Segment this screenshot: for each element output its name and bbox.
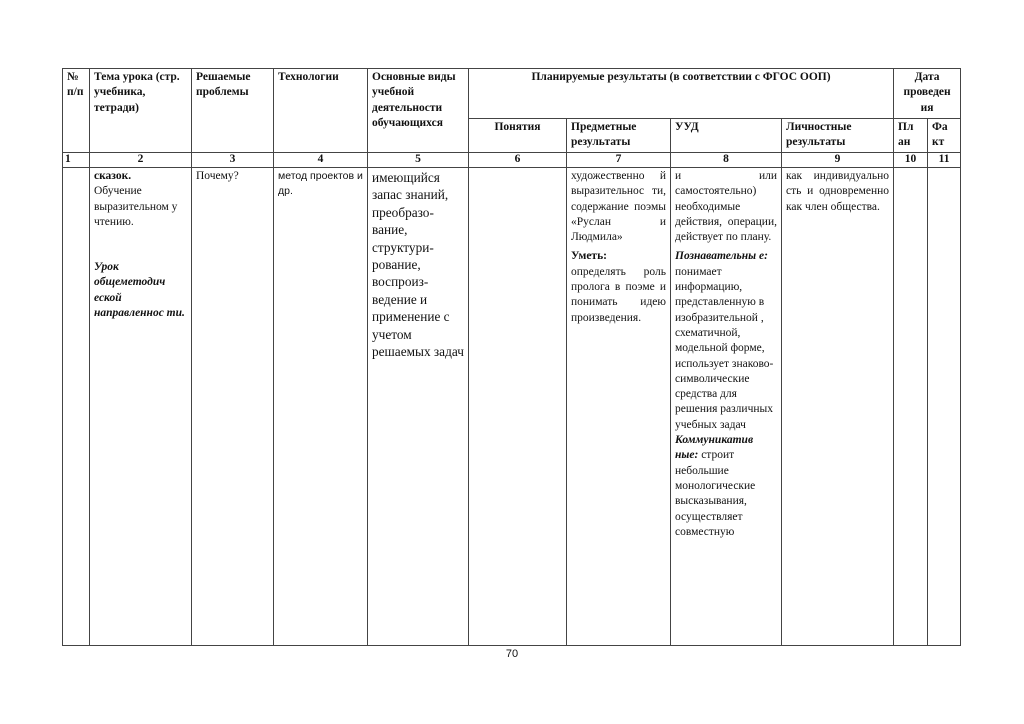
column-numbers-row <box>63 153 961 168</box>
topic-text: Обучение выразительном у чтению. <box>94 185 178 228</box>
column-number: 7 <box>567 153 671 168</box>
table-row <box>63 168 961 646</box>
cell-subject-results <box>567 168 671 646</box>
cell-personal-results: как индивидуально сть и одновременно как член общества. <box>782 168 894 646</box>
subject-skill: определять роль пролога в поэме и понимать идею произведения. <box>571 265 666 324</box>
subject-text: художественно й выразительнос ти, содержание поэмы «Руслан и Людмила» <box>571 170 666 244</box>
header-fact: Фа кт <box>928 119 961 153</box>
header-plan: Пл ан <box>894 119 928 153</box>
uud-communicative-label: Коммуникатив ные: <box>675 434 754 462</box>
header-subject-results: Предметные результаты <box>567 119 671 153</box>
subject-skill-label: Уметь: <box>571 250 607 263</box>
column-number: 1 <box>63 153 90 168</box>
lesson-plan-table <box>62 68 961 646</box>
header-number: № п/п <box>63 69 90 153</box>
header-row <box>63 69 961 119</box>
column-number: 3 <box>192 153 274 168</box>
column-number: 4 <box>274 153 368 168</box>
header-date: Дата проведен ия <box>894 69 961 119</box>
cell-number <box>63 168 90 646</box>
column-number: 10 <box>894 153 928 168</box>
cell-topic <box>90 168 192 646</box>
topic-title: сказок. <box>94 170 132 182</box>
cell-problems: Почему? <box>192 168 274 646</box>
header-technologies: Технологии <box>274 69 368 153</box>
cell-uud <box>671 168 782 646</box>
page-number: 70 <box>505 648 519 660</box>
header-planned-results: Планируемые результаты (в соответствии с ФГОС ООП) <box>469 69 894 119</box>
header-topic: Тема урока (стр. учебника, тетради) <box>90 69 192 153</box>
column-number: 5 <box>368 153 469 168</box>
cell-activities: имеющийся запас знаний, преобразо-вание, структури-рование, воспроиз-ведение и применение с учетом решаемых задач <box>368 168 469 646</box>
header-personal-results: Личностные результаты <box>782 119 894 153</box>
column-number: 8 <box>671 153 782 168</box>
header-problems: Решаемые проблемы <box>192 69 274 153</box>
cell-concepts <box>469 168 567 646</box>
uud-text: и или самостоятельно) необходимые действия, операции, действует по плану. <box>675 170 777 244</box>
uud-communicative: строит небольшие монологические высказывания, осуществляет совместную <box>675 449 756 538</box>
uud-cognitive: понимает информацию, представленную в изобразительной , схематичной, модельной форме, использует знаково-символические средства для решения различных учебных задач <box>675 265 774 431</box>
cell-technologies: метод проектов и др. <box>274 168 368 646</box>
cell-plan <box>894 168 928 646</box>
column-number: 11 <box>928 153 961 168</box>
column-number: 9 <box>782 153 894 168</box>
header-uud: УУД <box>671 119 782 153</box>
uud-cognitive-label: Познавательны е: <box>675 250 768 263</box>
cell-fact <box>928 168 961 646</box>
lesson-type: Урок общеметодич еской направленнос ти. <box>94 261 185 320</box>
header-concepts: Понятия <box>469 119 567 153</box>
column-number: 6 <box>469 153 567 168</box>
header-activities: Основные виды учебной деятельности обучающихся <box>368 69 469 153</box>
column-number: 2 <box>90 153 192 168</box>
